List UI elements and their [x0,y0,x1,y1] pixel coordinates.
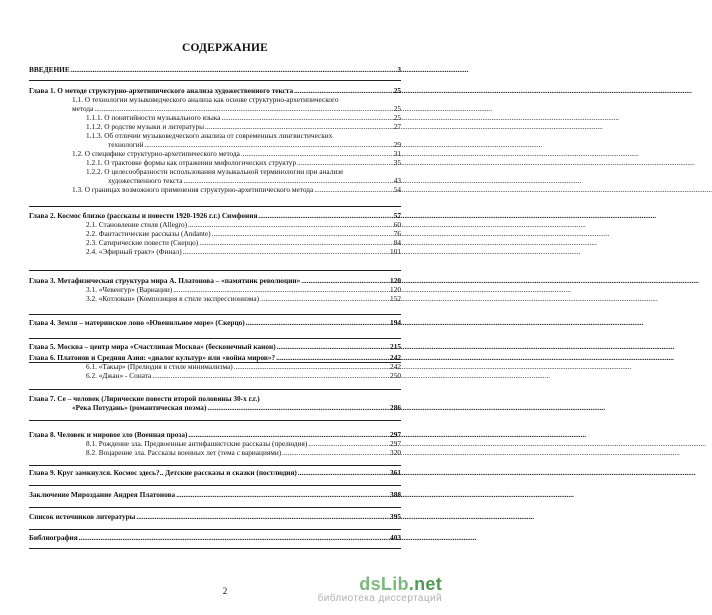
toc-page-number: 57 [393,211,401,220]
dot-leader [277,343,389,352]
section-divider [29,420,401,421]
toc-chapter-entry [29,534,401,543]
watermark-subtitle: библиотека диссертаций [317,593,442,604]
toc-page-number: 29 [393,139,401,149]
toc-entry-text: Глава 9. Круг замкнулся. Космос здесь?.. Детские рассказы и сказки (постлюдия) [29,468,297,477]
toc-page-number: 388 [390,490,401,499]
toc-entry-continuation: метода [72,103,94,113]
section-divider [29,314,401,315]
toc-entry-continuation: «Река Потудань» (романтическая поэма) [72,402,207,412]
toc-page-number: 101 [390,247,401,256]
dot-leader [71,66,390,75]
toc-page-number: 120 [390,276,401,285]
dot-leader [260,295,389,304]
toc-page-number: 120 [390,285,401,294]
toc-chapter-entry [29,319,401,328]
toc-chapter-entry [29,395,401,412]
page-number: 2 [222,586,228,596]
toc-page-number: 43 [393,175,401,185]
toc-page-number: 31 [393,149,401,158]
toc-page-number: 25 [393,113,401,122]
toc-entry-text: 2.1. Становление стиля (Allegro) [86,220,188,229]
toc-entry-text: 6.2. «Джан» - Соната [86,371,152,380]
dot-leader [145,141,390,150]
toc-entry-text: 8.1. Рождение зла. Предвоенные антифашистские рассказы (прелюдия) [86,439,308,448]
toc-section-entry [86,295,401,304]
toc-entry-text: 1.3. О границах возможного применения структурно-архетипического метода [72,185,314,194]
section-divider [29,206,401,207]
toc-entry-text: 1.2. О специфике структурно-архетипического метода [72,149,240,158]
toc-entry-text: 2.2. Фантастические рассказы (Andante) [86,229,211,238]
dot-leader [183,177,390,186]
toc-entry-text: Глава 1. О методе структурно-архетипического анализа художественного текста [29,86,294,95]
dot-leader [282,449,389,458]
toc-section-entry [86,132,401,149]
toc-chapter-entry [29,343,401,352]
dot-leader [136,513,389,522]
dot-leader [246,319,389,328]
toc-entry-text: Глава 7. Се – человек (Лирические повести второй половины 30-х г.г.) [29,394,260,403]
watermark-logo-suffix: .net [408,574,442,594]
toc-entry-text: 2.3. Сатирические повести (Скерцо) [86,238,199,247]
watermark-logo [318,574,442,604]
toc-entry-text: ВВЕДЕНИЕ [29,65,70,74]
toc-page-number: 27 [393,122,401,131]
toc-chapter-entry [29,491,401,500]
toc-entry-text: Глава 6. Платонов и Средняя Азия: «диалог культур» или «война миров»? [29,353,276,362]
dot-leader [183,248,389,257]
section-divider [29,270,401,271]
section-divider [29,548,401,549]
dot-leader [79,534,389,543]
toc-page-number: 3 [397,65,401,74]
page-title: СОДЕРЖАНИЕ [181,42,269,54]
toc-page-number: 242 [390,362,401,371]
dot-leader [207,404,389,413]
toc-entry-text: Библиография [29,533,78,542]
toc-page-number: 215 [390,342,401,351]
watermark-logo-main: dsLib [359,574,409,594]
section-divider [29,80,401,81]
toc-section-entry [86,372,401,381]
toc-page-number: 286 [390,402,401,412]
toc-page-number: 194 [390,318,401,327]
dot-leader [94,105,390,114]
toc-page-number: 84 [393,238,401,247]
toc-page-number: 25 [393,103,401,113]
toc-entry-text: Заключение Мироздание Андрея Платонова [29,490,176,499]
toc-entry-text: Глава 2. Космос близко (рассказы и повести 1920-1926 г.г.) Симфония [29,211,258,220]
toc-page-number: 403 [390,533,401,542]
toc-entry-text: 8.2. Воцарение зла. Рассказы военных лет (тема с вариациями) [86,448,282,457]
toc-entry-text: 1.1. О технологии музыковедческого анализа как основе структурно-архетипического [72,95,339,104]
toc-entry-text: 6.1. «Такыр» (Прелюдия в стиле минимализма) [86,362,233,371]
toc-page-number: 76 [393,229,401,238]
toc-page-number: 54 [393,185,401,194]
toc-entry-text: 3.2. «Котлован» (Композиция в стиле экспрессионизма) [86,294,259,303]
toc-page-number: 152 [390,294,401,303]
toc-chapter-entry [29,469,401,478]
toc-page-number: 320 [390,448,401,457]
toc-entry-continuation: технологий [108,139,144,149]
toc-chapter-entry [29,66,401,75]
toc-entry-text: 1.2.2. О целесообразности использования музыкальной терминологии при анализе [86,167,344,176]
toc-page-number: 60 [393,220,401,229]
dot-leader [298,469,389,478]
section-divider [29,485,401,486]
toc-entry-text: 1.1.2. О родстве музыки и литературы [86,122,205,131]
toc-page-number: 297 [390,430,401,439]
toc-entry-text: Глава 8. Человек и мировое зло (Военная проза) [29,430,188,439]
toc-entry-text: 1.1.3. Об отличии музыковедческого анализа от современных лингвистических [86,131,333,140]
section-divider [29,507,401,508]
section-divider [29,529,401,530]
toc-page-number: 395 [390,512,401,521]
toc-section-entry [86,449,401,458]
section-divider [29,338,401,339]
toc-entry-text: 1.1.1. О понятийности музыкального языка [86,113,221,122]
toc-section-entry [86,168,401,185]
toc-entry-text: Глава 5. Москва – центр мира «Счастливая Москва» (бесконечный канон) [29,342,276,351]
toc-page-number: 361 [390,468,401,477]
toc-section-entry [72,96,401,113]
toc-page-number: 242 [390,353,401,362]
toc-section-entry [86,248,401,257]
toc-entry-text: Список источников литературы [29,512,136,521]
toc-page-number: 297 [390,439,401,448]
toc-entry-text: Глава 3. Метафизическая структура мира А. Платонова – «памятник революции» [29,276,301,285]
toc-page-number: 35 [393,158,401,167]
toc-chapter-entry [29,513,401,522]
dot-leader [314,186,390,195]
toc-entry-text: Глава 4. Земля – материнское лоно «Ювенильное море» (Скерцо) [29,318,245,327]
dot-leader [176,491,389,500]
toc-entry-text: 2.4. «Эфирный тракт» (Финал) [86,247,182,256]
section-divider [29,389,401,390]
toc-page-number: 25 [393,86,401,95]
toc-page-number: 250 [390,371,401,380]
toc-section-entry [72,186,401,195]
toc-entry-text: 1.2.1. О трактовке формы как отражении мифологических структур [86,158,297,167]
toc-entry-continuation: художественного текста [108,175,183,185]
dot-leader [152,372,389,381]
toc-entry-text: 3.1. «Чевенгур» (Вариации) [86,285,173,294]
section-divider [29,465,401,466]
